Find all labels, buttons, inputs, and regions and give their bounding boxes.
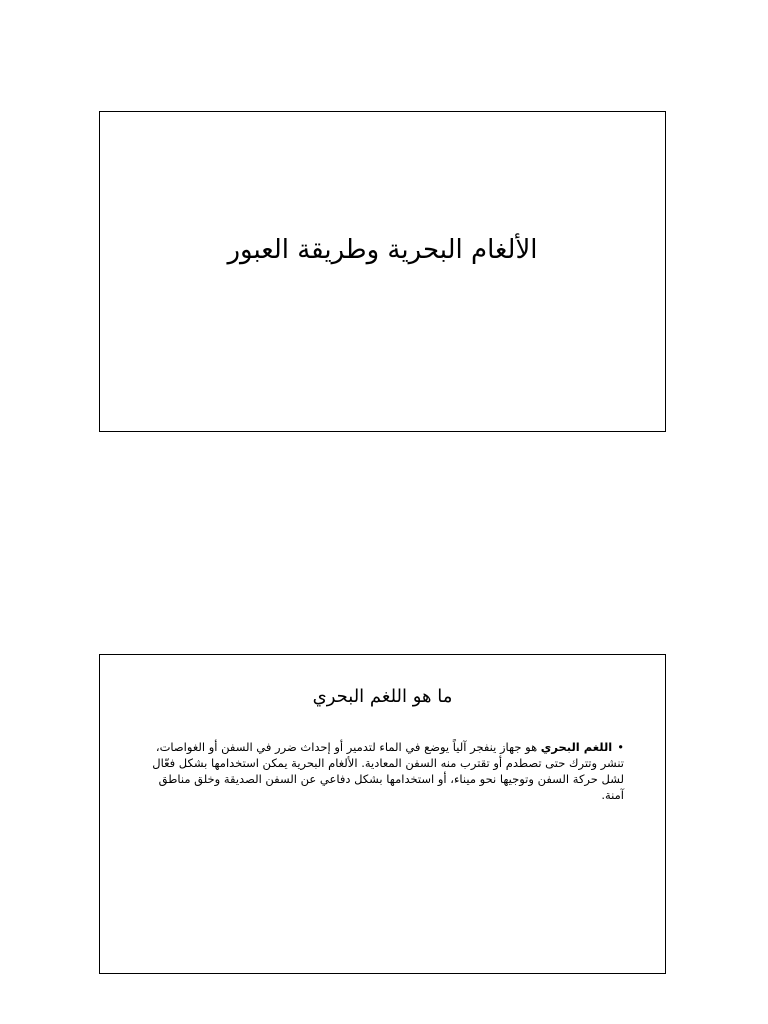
bullet-item — [152, 739, 624, 803]
bullet-term: اللغم البحري — [540, 740, 613, 754]
slide-2 — [99, 654, 666, 974]
slide-2-title: ما هو اللغم البحري — [312, 686, 453, 707]
bullet-text: هو جهاز ينفجر آلياً يوضع في الماء لتدمير أو إحداث ضرر في السفن أو الغواصات، تنشر وتترك حتى تصطدم أو تقترب منه السفن المعادية. الألغام البحرية يمكن استخدامها بشكل فعّال لشل حركة السفن وتوجيها نحو ميناء، أو استخدامها بشكل دفاعي عن السفن الصديقة وخلق مناطق آمنة. — [152, 740, 624, 802]
slide-1-title: الألغام البحرية وطريقة العبور — [227, 235, 538, 265]
slide-1 — [99, 111, 666, 432]
bullet-marker: • — [617, 740, 624, 754]
